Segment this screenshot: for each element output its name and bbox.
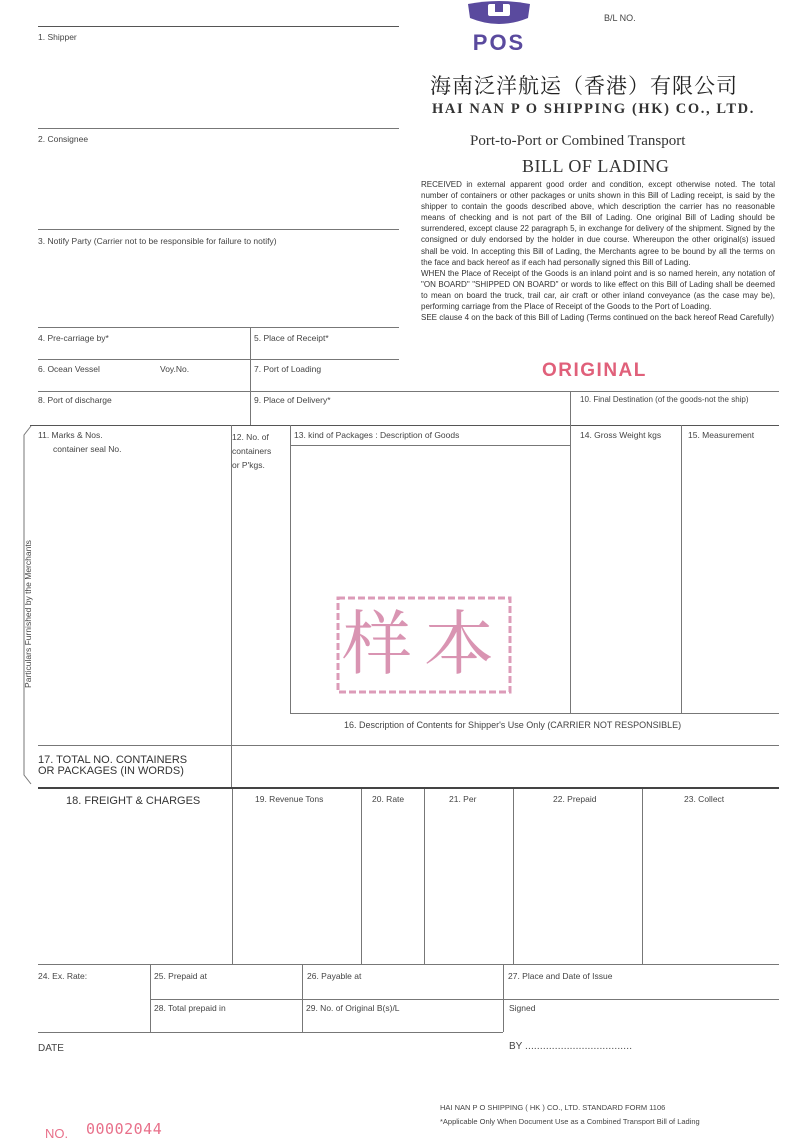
signature-line[interactable]: .................................... <box>525 1041 633 1052</box>
date-label: DATE <box>38 1043 64 1054</box>
total-containers-box[interactable] <box>232 746 779 786</box>
ex-rate-label: 24. Ex. Rate: <box>38 971 88 981</box>
applicable-note: *Applicable Only When Document Use as a Combined Transport Bill of Lading <box>440 1117 700 1126</box>
document-title: BILL OF LADING <box>522 156 670 176</box>
serial-no-label: NO. <box>45 1126 69 1141</box>
final-destination-label: 10. Final Destination (of the goods-not the ship) <box>580 395 749 404</box>
serial-number: 00002044 <box>86 1120 163 1138</box>
measurement-label: 15. Measurement <box>688 430 755 440</box>
logo-text: POS <box>472 30 526 55</box>
footer-col-2 <box>302 964 303 1032</box>
original-mark: ORIGINAL <box>542 360 647 381</box>
prepaid-label: 22. Prepaid <box>553 794 597 804</box>
col-divider-12-13 <box>290 425 291 713</box>
footer-bottom-rule <box>38 1032 503 1033</box>
bl-no-label: B/L NO. <box>604 13 636 23</box>
footer-col-3 <box>503 964 504 1032</box>
place-of-delivery-label: 9. Place of Delivery* <box>254 395 331 405</box>
rate-label: 20. Rate <box>372 794 405 804</box>
kind-of-packages-label: 13. kind of Packages : Description of Goods <box>294 430 460 440</box>
company-logo <box>462 0 536 56</box>
freight-charges-label: 18. FREIGHT & CHARGES <box>66 795 201 807</box>
footer-col-1 <box>150 964 151 1032</box>
goods-top-rule <box>30 425 779 426</box>
shipper-top-rule <box>38 26 399 27</box>
footer-mid-rule <box>150 999 779 1000</box>
freight-col-3 <box>424 789 425 964</box>
port-of-discharge-label: 8. Port of discharge <box>38 395 112 405</box>
terms-paragraph: SEE clause 4 on the back of this Bill of Lading (Terms continued on the back hereof Read Carefully) <box>421 313 775 323</box>
row4-rule <box>38 327 399 328</box>
terms-paragraph: RECEIVED in external apparent good order and condition, except otherwise noted. The total number of containers or other packages or units shown in this Bill of Lading receipt, is said by the shipper to contain the goods described above, which description the carrier has no reasonable means of checking and is not part of the Bill of Lading. One original Bill of Lading should be surrendered, except clause 22 paragraph 5, in exchange for delivery of the shipment. Signed by the consigned or duly endorsed by the holder in due course. Whereupon the other original(s) issued shall be void. In accepting this Bill of Lading, the Merchants agree to be bound by all the terms on the face and back hereof as if each had personally signed this Bill of Lading. <box>421 180 775 267</box>
gross-weight-label: 14. Gross Weight kgs <box>580 430 662 440</box>
document-subtitle: Port-to-Port or Combined Transport <box>470 133 686 149</box>
col-divider-11-12 <box>231 425 232 787</box>
terms-paragraph: WHEN the Place of Receipt of the Goods is an inland point and is so named herein, any notation of "ON BOARD" "SHIPPED ON BOARD" or words to like effect on this Bill of Lading shall be deemed to mean on board the truck, trail car, air craft or other inland conveyance (as the case may be), performing carriage from the Place of Receipt of the Goods to the Port of Loading. <box>421 268 775 312</box>
company-name-en: HAI NAN P O SHIPPING (HK) CO., LTD. <box>432 101 755 117</box>
no-of-containers-label: 12. No. of containers or P'kgs. <box>232 432 272 470</box>
container-seal-label: container seal No. <box>53 444 122 454</box>
company-name-cn: 海南泛洋航运（香港）有限公司 <box>430 74 738 98</box>
no-original-label: 29. No. of Original B(s)/L <box>306 1003 400 1013</box>
consignee-box[interactable] <box>38 146 399 226</box>
form-reference: HAI NAN P O SHIPPING ( HK ) CO., LTD. STANDARD FORM 1106 <box>440 1103 666 1112</box>
consignee-top-rule <box>38 128 399 129</box>
place-date-issue-label: 27. Place and Date of Issue <box>508 971 613 981</box>
notify-top-rule <box>38 229 399 230</box>
ocean-vessel-label: 6. Ocean Vessel <box>38 364 100 374</box>
port-of-loading-label: 7. Port of Loading <box>254 364 322 374</box>
freight-col-2 <box>361 789 362 964</box>
total-prepaid-label: 28. Total prepaid in <box>154 1003 226 1013</box>
row8-rule <box>38 391 779 392</box>
shipper-label: 1. Shipper <box>38 32 77 42</box>
marks-nos-label: 11. Marks & Nos. <box>38 430 103 440</box>
sample-stamp <box>335 595 513 695</box>
freight-col-1 <box>232 789 233 964</box>
shipper-box[interactable] <box>38 44 399 126</box>
description-top-rule <box>290 713 779 714</box>
voy-no-label: Voy.No. <box>160 364 190 374</box>
signed-label: Signed <box>509 1003 536 1013</box>
total-containers-label: 17. TOTAL NO. CONTAINERS OR PACKAGES (IN WORDS) <box>38 754 188 777</box>
sample-stamp-text: 样本 <box>342 603 506 685</box>
freight-top-rule <box>38 787 779 789</box>
row8-divider-a <box>250 391 251 425</box>
payable-at-label: 26. Payable at <box>307 971 362 981</box>
terms-text <box>421 179 775 323</box>
freight-col-5 <box>642 789 643 964</box>
per-label: 21. Per <box>449 794 477 804</box>
row8-divider-b <box>570 391 571 425</box>
collect-label: 23. Collect <box>684 794 725 804</box>
by-label: BY <box>509 1041 523 1052</box>
freight-col-4 <box>513 789 514 964</box>
goods-header-rule <box>290 445 570 446</box>
place-of-receipt-label: 5. Place of Receipt* <box>254 333 329 343</box>
notify-party-label: 3. Notify Party (Carrier not to be responsible for failure to notify) <box>38 236 277 246</box>
pre-carriage-label: 4. Pre-carriage by* <box>38 333 109 343</box>
side-label: Particulars Furnished by the Merchants <box>23 540 33 688</box>
row6-rule <box>38 359 399 360</box>
description-contents-label: 16. Description of Contents for Shipper's Use Only (CARRIER NOT RESPONSIBLE) <box>344 720 682 730</box>
revenue-tons-label: 19. Revenue Tons <box>255 794 324 804</box>
col-divider-14-15 <box>681 425 682 713</box>
col-divider-13-14 <box>570 425 571 713</box>
prepaid-at-label: 25. Prepaid at <box>154 971 207 981</box>
notify-party-box[interactable] <box>38 250 399 326</box>
consignee-label: 2. Consignee <box>38 134 89 144</box>
